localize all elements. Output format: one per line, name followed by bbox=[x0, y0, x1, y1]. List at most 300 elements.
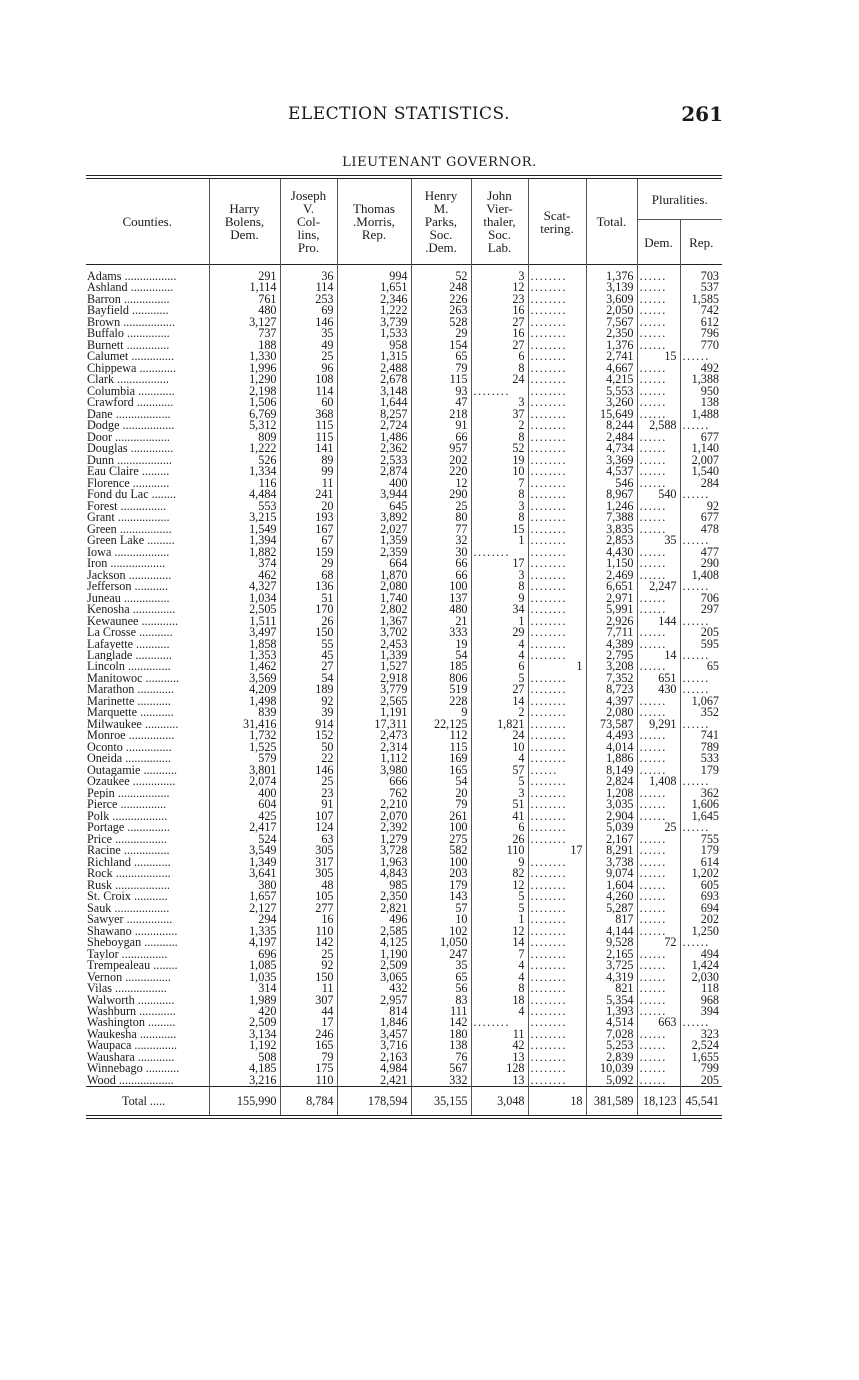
county-name: Rusk .................. bbox=[87, 879, 170, 892]
vote-cell: ...... bbox=[637, 914, 680, 925]
vote-cell: ...... bbox=[637, 593, 680, 604]
vote-cell: 52 bbox=[411, 265, 471, 283]
vote-cell: 57 bbox=[471, 765, 528, 776]
vote-cell: 3,728 bbox=[337, 845, 411, 856]
vote-cell: 480 bbox=[209, 305, 280, 316]
vote-cell: 111 bbox=[411, 1006, 471, 1017]
vote-cell: 1,202 bbox=[680, 868, 722, 879]
vote-cell: 9,528 bbox=[586, 937, 637, 948]
vote-cell: ........ bbox=[528, 535, 586, 546]
vote-cell: 19 bbox=[471, 455, 528, 466]
vote-cell: 179 bbox=[680, 845, 722, 856]
vote-cell: 7,388 bbox=[586, 512, 637, 523]
vote-cell: ...... bbox=[637, 926, 680, 937]
vote-cell: ...... bbox=[680, 535, 722, 546]
vote-cell: 480 bbox=[411, 604, 471, 615]
vote-cell: ........ bbox=[528, 788, 586, 799]
county-name: Fond du Lac ........ bbox=[87, 489, 177, 501]
county-name: Monroe ............... bbox=[87, 730, 175, 742]
vote-cell: 496 bbox=[337, 914, 411, 925]
vote-cell: ...... bbox=[680, 684, 722, 695]
vote-cell: 79 bbox=[411, 363, 471, 374]
vote-cell: 29 bbox=[411, 328, 471, 339]
vote-cell: ........ bbox=[528, 753, 586, 764]
county-name: Trempealeau ........ bbox=[87, 960, 178, 972]
county-name: Vilas ................. bbox=[87, 983, 167, 995]
county-name: Richland ............ bbox=[87, 856, 171, 869]
vote-cell: 1,349 bbox=[209, 857, 280, 868]
vote-cell: ...... bbox=[637, 443, 680, 454]
vote-cell: ...... bbox=[637, 305, 680, 316]
vote-cell: ...... bbox=[637, 811, 680, 822]
vote-cell: ........ bbox=[528, 616, 586, 627]
table-row bbox=[86, 753, 722, 764]
vote-cell: 4,430 bbox=[586, 547, 637, 558]
vote-cell: 105 bbox=[280, 891, 337, 902]
vote-cell: 1,585 bbox=[680, 294, 722, 305]
vote-cell: 13 bbox=[471, 1052, 528, 1063]
vote-cell: 1,846 bbox=[337, 1017, 411, 1028]
vote-cell: 1 bbox=[471, 616, 528, 627]
vote-cell: ........ bbox=[528, 811, 586, 822]
vote-cell: 27 bbox=[471, 340, 528, 351]
vote-cell: ...... bbox=[637, 409, 680, 420]
table-footer bbox=[86, 1087, 722, 1116]
vote-cell: 352 bbox=[680, 707, 722, 718]
vote-cell: 4,144 bbox=[586, 926, 637, 937]
county-name: Taylor ............... bbox=[87, 948, 168, 961]
vote-cell: 1,315 bbox=[337, 351, 411, 362]
vote-cell: 12 bbox=[411, 478, 471, 489]
col-header-collins: Joseph V. Col- lins, Pro. bbox=[280, 179, 337, 265]
vote-cell: 1,393 bbox=[586, 1006, 637, 1017]
vote-cell: 41 bbox=[471, 811, 528, 822]
vote-cell: 2,505 bbox=[209, 604, 280, 615]
vote-cell: 246 bbox=[280, 1029, 337, 1040]
vote-cell: ...... bbox=[680, 420, 722, 431]
vote-cell: 6,769 bbox=[209, 409, 280, 420]
vote-cell: 218 bbox=[411, 409, 471, 420]
total-cell: 3,048 bbox=[471, 1087, 528, 1116]
vote-cell: 143 bbox=[411, 891, 471, 902]
vote-cell: 3,892 bbox=[337, 512, 411, 523]
vote-cell: 477 bbox=[680, 547, 722, 558]
county-name: Green Lake ......... bbox=[87, 535, 175, 547]
table-row bbox=[86, 627, 722, 638]
vote-cell: 2,918 bbox=[337, 673, 411, 684]
vote-cell: 12 bbox=[471, 880, 528, 891]
vote-cell: 1,527 bbox=[337, 661, 411, 672]
vote-cell: 839 bbox=[209, 707, 280, 718]
vote-cell: 605 bbox=[680, 880, 722, 891]
vote-cell: 25 bbox=[637, 822, 680, 833]
total-cell: 8,784 bbox=[280, 1087, 337, 1116]
vote-cell: 80 bbox=[411, 512, 471, 523]
vote-cell: ........ bbox=[528, 983, 586, 994]
vote-cell: 8 bbox=[471, 432, 528, 443]
vote-cell: 9 bbox=[471, 593, 528, 604]
vote-cell: ........ bbox=[528, 570, 586, 581]
vote-cell: 141 bbox=[280, 443, 337, 454]
vote-cell: ........ bbox=[528, 409, 586, 420]
vote-cell: 55 bbox=[280, 639, 337, 650]
vote-cell: 1,651 bbox=[337, 282, 411, 293]
county-name: Jefferson ........... bbox=[87, 581, 169, 593]
vote-cell: ........ bbox=[528, 949, 586, 960]
vote-cell: 5,991 bbox=[586, 604, 637, 615]
vote-cell: ........ bbox=[528, 639, 586, 650]
vote-cell: 985 bbox=[337, 880, 411, 891]
county-name: Oconto ............... bbox=[87, 741, 172, 754]
vote-cell: 1,408 bbox=[637, 776, 680, 787]
table-row bbox=[86, 891, 722, 902]
vote-cell: 400 bbox=[337, 478, 411, 489]
county-name: Polk .................. bbox=[87, 810, 168, 823]
vote-cell: ........ bbox=[471, 547, 528, 558]
col-header-scattering: Scat- tering. bbox=[528, 179, 586, 265]
vote-cell: 3,725 bbox=[586, 960, 637, 971]
vote-cell: 1,191 bbox=[337, 707, 411, 718]
vote-cell: 8,723 bbox=[586, 684, 637, 695]
vote-cell: 6,651 bbox=[586, 581, 637, 592]
vote-cell: 2,509 bbox=[209, 1017, 280, 1028]
vote-cell: 3,134 bbox=[209, 1029, 280, 1040]
vote-cell: 261 bbox=[411, 811, 471, 822]
vote-cell: 2,453 bbox=[337, 639, 411, 650]
vote-cell: ........ bbox=[528, 501, 586, 512]
vote-cell: 821 bbox=[586, 983, 637, 994]
vote-cell: 4,397 bbox=[586, 696, 637, 707]
vote-cell: 138 bbox=[411, 1040, 471, 1051]
vote-cell: ...... bbox=[680, 581, 722, 592]
vote-cell: 10 bbox=[411, 914, 471, 925]
vote-cell: 16 bbox=[471, 305, 528, 316]
vote-cell: 1,963 bbox=[337, 857, 411, 868]
table-row bbox=[86, 443, 722, 454]
vote-cell: 180 bbox=[411, 1029, 471, 1040]
vote-cell: 65 bbox=[411, 972, 471, 983]
vote-cell: 478 bbox=[680, 524, 722, 535]
vote-cell: 1,050 bbox=[411, 937, 471, 948]
county-name: Portage .............. bbox=[87, 822, 170, 834]
vote-cell: 54 bbox=[411, 650, 471, 661]
vote-cell: 2,392 bbox=[337, 822, 411, 833]
table-row bbox=[86, 1040, 722, 1051]
county-name: Walworth ............ bbox=[87, 994, 175, 1006]
vote-cell: 4 bbox=[471, 1006, 528, 1017]
vote-cell: 5 bbox=[471, 673, 528, 684]
county-name: Dunn .................. bbox=[87, 454, 172, 467]
vote-cell: 1,882 bbox=[209, 547, 280, 558]
vote-cell: 5,039 bbox=[586, 822, 637, 833]
vote-cell: 205 bbox=[680, 1075, 722, 1087]
vote-cell: 317 bbox=[280, 857, 337, 868]
table-row bbox=[86, 374, 722, 385]
vote-cell: 1,996 bbox=[209, 363, 280, 374]
vote-cell: ........ bbox=[528, 730, 586, 741]
vote-cell: 179 bbox=[411, 880, 471, 891]
vote-cell: 290 bbox=[680, 558, 722, 569]
county-name: Iron .................. bbox=[87, 558, 166, 570]
vote-cell: 1,657 bbox=[209, 891, 280, 902]
vote-cell: 614 bbox=[680, 857, 722, 868]
vote-cell: 3,260 bbox=[586, 397, 637, 408]
vote-cell: ........ bbox=[528, 547, 586, 558]
vote-cell: 4,185 bbox=[209, 1063, 280, 1074]
vote-cell: 3 bbox=[471, 265, 528, 283]
vote-cell: 2,904 bbox=[586, 811, 637, 822]
vote-cell: 4,537 bbox=[586, 466, 637, 477]
vote-cell: 2,350 bbox=[586, 328, 637, 339]
vote-cell: 144 bbox=[637, 616, 680, 627]
vote-cell: 79 bbox=[411, 799, 471, 810]
vote-cell: ........ bbox=[528, 340, 586, 351]
vote-cell: 1,222 bbox=[209, 443, 280, 454]
vote-cell: 305 bbox=[280, 845, 337, 856]
vote-cell: ...... bbox=[680, 719, 722, 730]
vote-cell: 2,565 bbox=[337, 696, 411, 707]
vote-cell: 8,291 bbox=[586, 845, 637, 856]
vote-cell: ...... bbox=[637, 983, 680, 994]
vote-cell: 706 bbox=[680, 593, 722, 604]
vote-cell: 1,462 bbox=[209, 661, 280, 672]
county-name: Manitowoc ........... bbox=[87, 672, 180, 685]
vote-cell: 3,497 bbox=[209, 627, 280, 638]
vote-cell: 11 bbox=[280, 983, 337, 994]
vote-cell: 10 bbox=[471, 742, 528, 753]
vote-cell: 1,525 bbox=[209, 742, 280, 753]
vote-cell: ...... bbox=[637, 478, 680, 489]
county-name: Outagamie ........... bbox=[87, 764, 178, 777]
vote-cell: ...... bbox=[680, 351, 722, 362]
vote-cell: 45 bbox=[280, 650, 337, 661]
vote-cell: 2,678 bbox=[337, 374, 411, 385]
vote-cell: 3,457 bbox=[337, 1029, 411, 1040]
table-row bbox=[86, 455, 722, 466]
vote-cell: 9,291 bbox=[637, 719, 680, 730]
table-row bbox=[86, 581, 722, 592]
vote-cell: 540 bbox=[637, 489, 680, 500]
vote-cell: 253 bbox=[280, 294, 337, 305]
vote-cell: ........ bbox=[528, 972, 586, 983]
county-name: Racine ............... bbox=[87, 845, 170, 857]
county-name: Grant ................. bbox=[87, 512, 170, 524]
table-row bbox=[86, 1006, 722, 1017]
vote-cell: 27 bbox=[471, 684, 528, 695]
vote-cell: ........ bbox=[528, 1052, 586, 1063]
table-row bbox=[86, 409, 722, 420]
vote-cell: 3,835 bbox=[586, 524, 637, 535]
vote-cell: ........ bbox=[528, 466, 586, 477]
vote-cell: 4,260 bbox=[586, 891, 637, 902]
vote-cell: ........ bbox=[528, 627, 586, 638]
vote-cell: 1,858 bbox=[209, 639, 280, 650]
vote-cell: 203 bbox=[411, 868, 471, 879]
vote-cell: ...... bbox=[637, 432, 680, 443]
vote-cell: 96 bbox=[280, 363, 337, 374]
vote-cell: 31,416 bbox=[209, 719, 280, 730]
vote-cell: 29 bbox=[471, 627, 528, 638]
table-row bbox=[86, 742, 722, 753]
vote-cell: 110 bbox=[280, 926, 337, 937]
total-cell: 35,155 bbox=[411, 1087, 471, 1116]
vote-cell: 2,588 bbox=[637, 420, 680, 431]
vote-cell: 4,389 bbox=[586, 639, 637, 650]
vote-cell: 7 bbox=[471, 478, 528, 489]
county-name: Juneau ............... bbox=[87, 592, 170, 605]
vote-cell: 82 bbox=[471, 868, 528, 879]
table-row bbox=[86, 432, 722, 443]
vote-cell: 110 bbox=[280, 1075, 337, 1087]
vote-cell: ........ bbox=[528, 891, 586, 902]
total-cell: 45,541 bbox=[680, 1087, 722, 1116]
vote-cell: 91 bbox=[280, 799, 337, 810]
table-row bbox=[86, 386, 722, 397]
vote-cell: 2,074 bbox=[209, 776, 280, 787]
vote-cell: 2,524 bbox=[680, 1040, 722, 1051]
vote-cell: ...... bbox=[637, 524, 680, 535]
vote-cell: ........ bbox=[528, 443, 586, 454]
county-name: Lafayette ........... bbox=[87, 638, 170, 650]
vote-cell: 2,853 bbox=[586, 535, 637, 546]
table-row bbox=[86, 972, 722, 983]
vote-cell: 14 bbox=[471, 937, 528, 948]
vote-cell: 165 bbox=[280, 1040, 337, 1051]
vote-cell: 2,080 bbox=[337, 581, 411, 592]
vote-cell: 2,346 bbox=[337, 294, 411, 305]
vote-cell: 24 bbox=[471, 374, 528, 385]
county-name: Waupaca .............. bbox=[87, 1040, 178, 1052]
vote-cell: 3,569 bbox=[209, 673, 280, 684]
vote-cell: 65 bbox=[411, 351, 471, 362]
vote-cell: 9 bbox=[471, 857, 528, 868]
vote-cell: 8 bbox=[471, 489, 528, 500]
vote-cell: 15 bbox=[471, 524, 528, 535]
table-row bbox=[86, 558, 722, 569]
county-name: Sauk .................. bbox=[87, 902, 170, 915]
vote-cell: 115 bbox=[280, 420, 337, 431]
vote-cell: 220 bbox=[411, 466, 471, 477]
table-row bbox=[86, 661, 722, 672]
vote-cell: 1,208 bbox=[586, 788, 637, 799]
vote-cell: 1,486 bbox=[337, 432, 411, 443]
vote-cell: 48 bbox=[280, 880, 337, 891]
table-row bbox=[86, 616, 722, 627]
vote-cell: ...... bbox=[637, 730, 680, 741]
vote-cell: 817 bbox=[586, 914, 637, 925]
vote-cell: 136 bbox=[280, 581, 337, 592]
vote-cell: 1,034 bbox=[209, 593, 280, 604]
vote-cell: 2,070 bbox=[337, 811, 411, 822]
vote-cell: ........ bbox=[528, 799, 586, 810]
vote-cell: 60 bbox=[280, 397, 337, 408]
vote-cell: 2,165 bbox=[586, 949, 637, 960]
vote-cell: 3,035 bbox=[586, 799, 637, 810]
vote-cell: 1,424 bbox=[680, 960, 722, 971]
vote-cell: 1,408 bbox=[680, 570, 722, 581]
vote-cell: 2,724 bbox=[337, 420, 411, 431]
vote-cell: 114 bbox=[280, 386, 337, 397]
vote-cell: ...... bbox=[680, 489, 722, 500]
vote-cell: 159 bbox=[280, 547, 337, 558]
vote-cell: 63 bbox=[280, 834, 337, 845]
vote-cell: 3,702 bbox=[337, 627, 411, 638]
table-row bbox=[86, 788, 722, 799]
vote-cell: ...... bbox=[637, 661, 680, 672]
table-row bbox=[86, 719, 722, 730]
vote-cell: ........ bbox=[471, 386, 528, 397]
vote-cell: 742 bbox=[680, 305, 722, 316]
vote-cell: 8 bbox=[471, 363, 528, 374]
vote-cell: 2,585 bbox=[337, 926, 411, 937]
vote-cell: 2,210 bbox=[337, 799, 411, 810]
vote-cell: 400 bbox=[209, 788, 280, 799]
total-cell: 18 bbox=[528, 1087, 586, 1116]
vote-cell: ...... bbox=[637, 265, 680, 283]
table-title: LIEUTENANT GOVERNOR. bbox=[342, 155, 537, 170]
table-row bbox=[86, 730, 722, 741]
vote-cell: ...... bbox=[680, 616, 722, 627]
vote-cell: 4 bbox=[471, 972, 528, 983]
vote-cell: 3,215 bbox=[209, 512, 280, 523]
vote-cell: 595 bbox=[680, 639, 722, 650]
vote-cell: 100 bbox=[411, 581, 471, 592]
vote-cell: ........ bbox=[528, 696, 586, 707]
vote-cell: 2,469 bbox=[586, 570, 637, 581]
vote-cell: 2,080 bbox=[586, 707, 637, 718]
vote-cell: 92 bbox=[280, 696, 337, 707]
vote-cell: 2,795 bbox=[586, 650, 637, 661]
vote-cell: 420 bbox=[209, 1006, 280, 1017]
vote-cell: 22,125 bbox=[411, 719, 471, 730]
vote-cell: ........ bbox=[528, 1063, 586, 1074]
vote-cell: 16 bbox=[471, 328, 528, 339]
vote-cell: 2,957 bbox=[337, 995, 411, 1006]
table-row bbox=[86, 926, 722, 937]
vote-cell: 189 bbox=[280, 684, 337, 695]
vote-cell: 968 bbox=[680, 995, 722, 1006]
table-row bbox=[86, 776, 722, 787]
vote-cell: 789 bbox=[680, 742, 722, 753]
table-row bbox=[86, 811, 722, 822]
vote-cell: ...... bbox=[637, 1052, 680, 1063]
county-name: Kenosha .............. bbox=[87, 604, 176, 616]
table-row bbox=[86, 397, 722, 408]
vote-cell: 4,209 bbox=[209, 684, 280, 695]
table-row bbox=[86, 822, 722, 833]
election-table bbox=[86, 179, 722, 1115]
vote-cell: 39 bbox=[280, 707, 337, 718]
vote-cell: 6 bbox=[471, 351, 528, 362]
vote-cell: 604 bbox=[209, 799, 280, 810]
vote-cell: 1,604 bbox=[586, 880, 637, 891]
vote-cell: 118 bbox=[680, 983, 722, 994]
vote-cell: 35 bbox=[637, 535, 680, 546]
vote-cell: 2,484 bbox=[586, 432, 637, 443]
vote-cell: 72 bbox=[637, 937, 680, 948]
vote-cell: 100 bbox=[411, 857, 471, 868]
vote-cell: ........ bbox=[528, 684, 586, 695]
vote-cell: ........ bbox=[528, 282, 586, 293]
vote-cell: ........ bbox=[528, 914, 586, 925]
table-row bbox=[86, 265, 722, 283]
table-row bbox=[86, 294, 722, 305]
vote-cell: 694 bbox=[680, 903, 722, 914]
vote-cell: ........ bbox=[528, 432, 586, 443]
vote-cell: 553 bbox=[209, 501, 280, 512]
col-header-total: Total. bbox=[586, 179, 637, 265]
vote-cell: 1 bbox=[471, 914, 528, 925]
